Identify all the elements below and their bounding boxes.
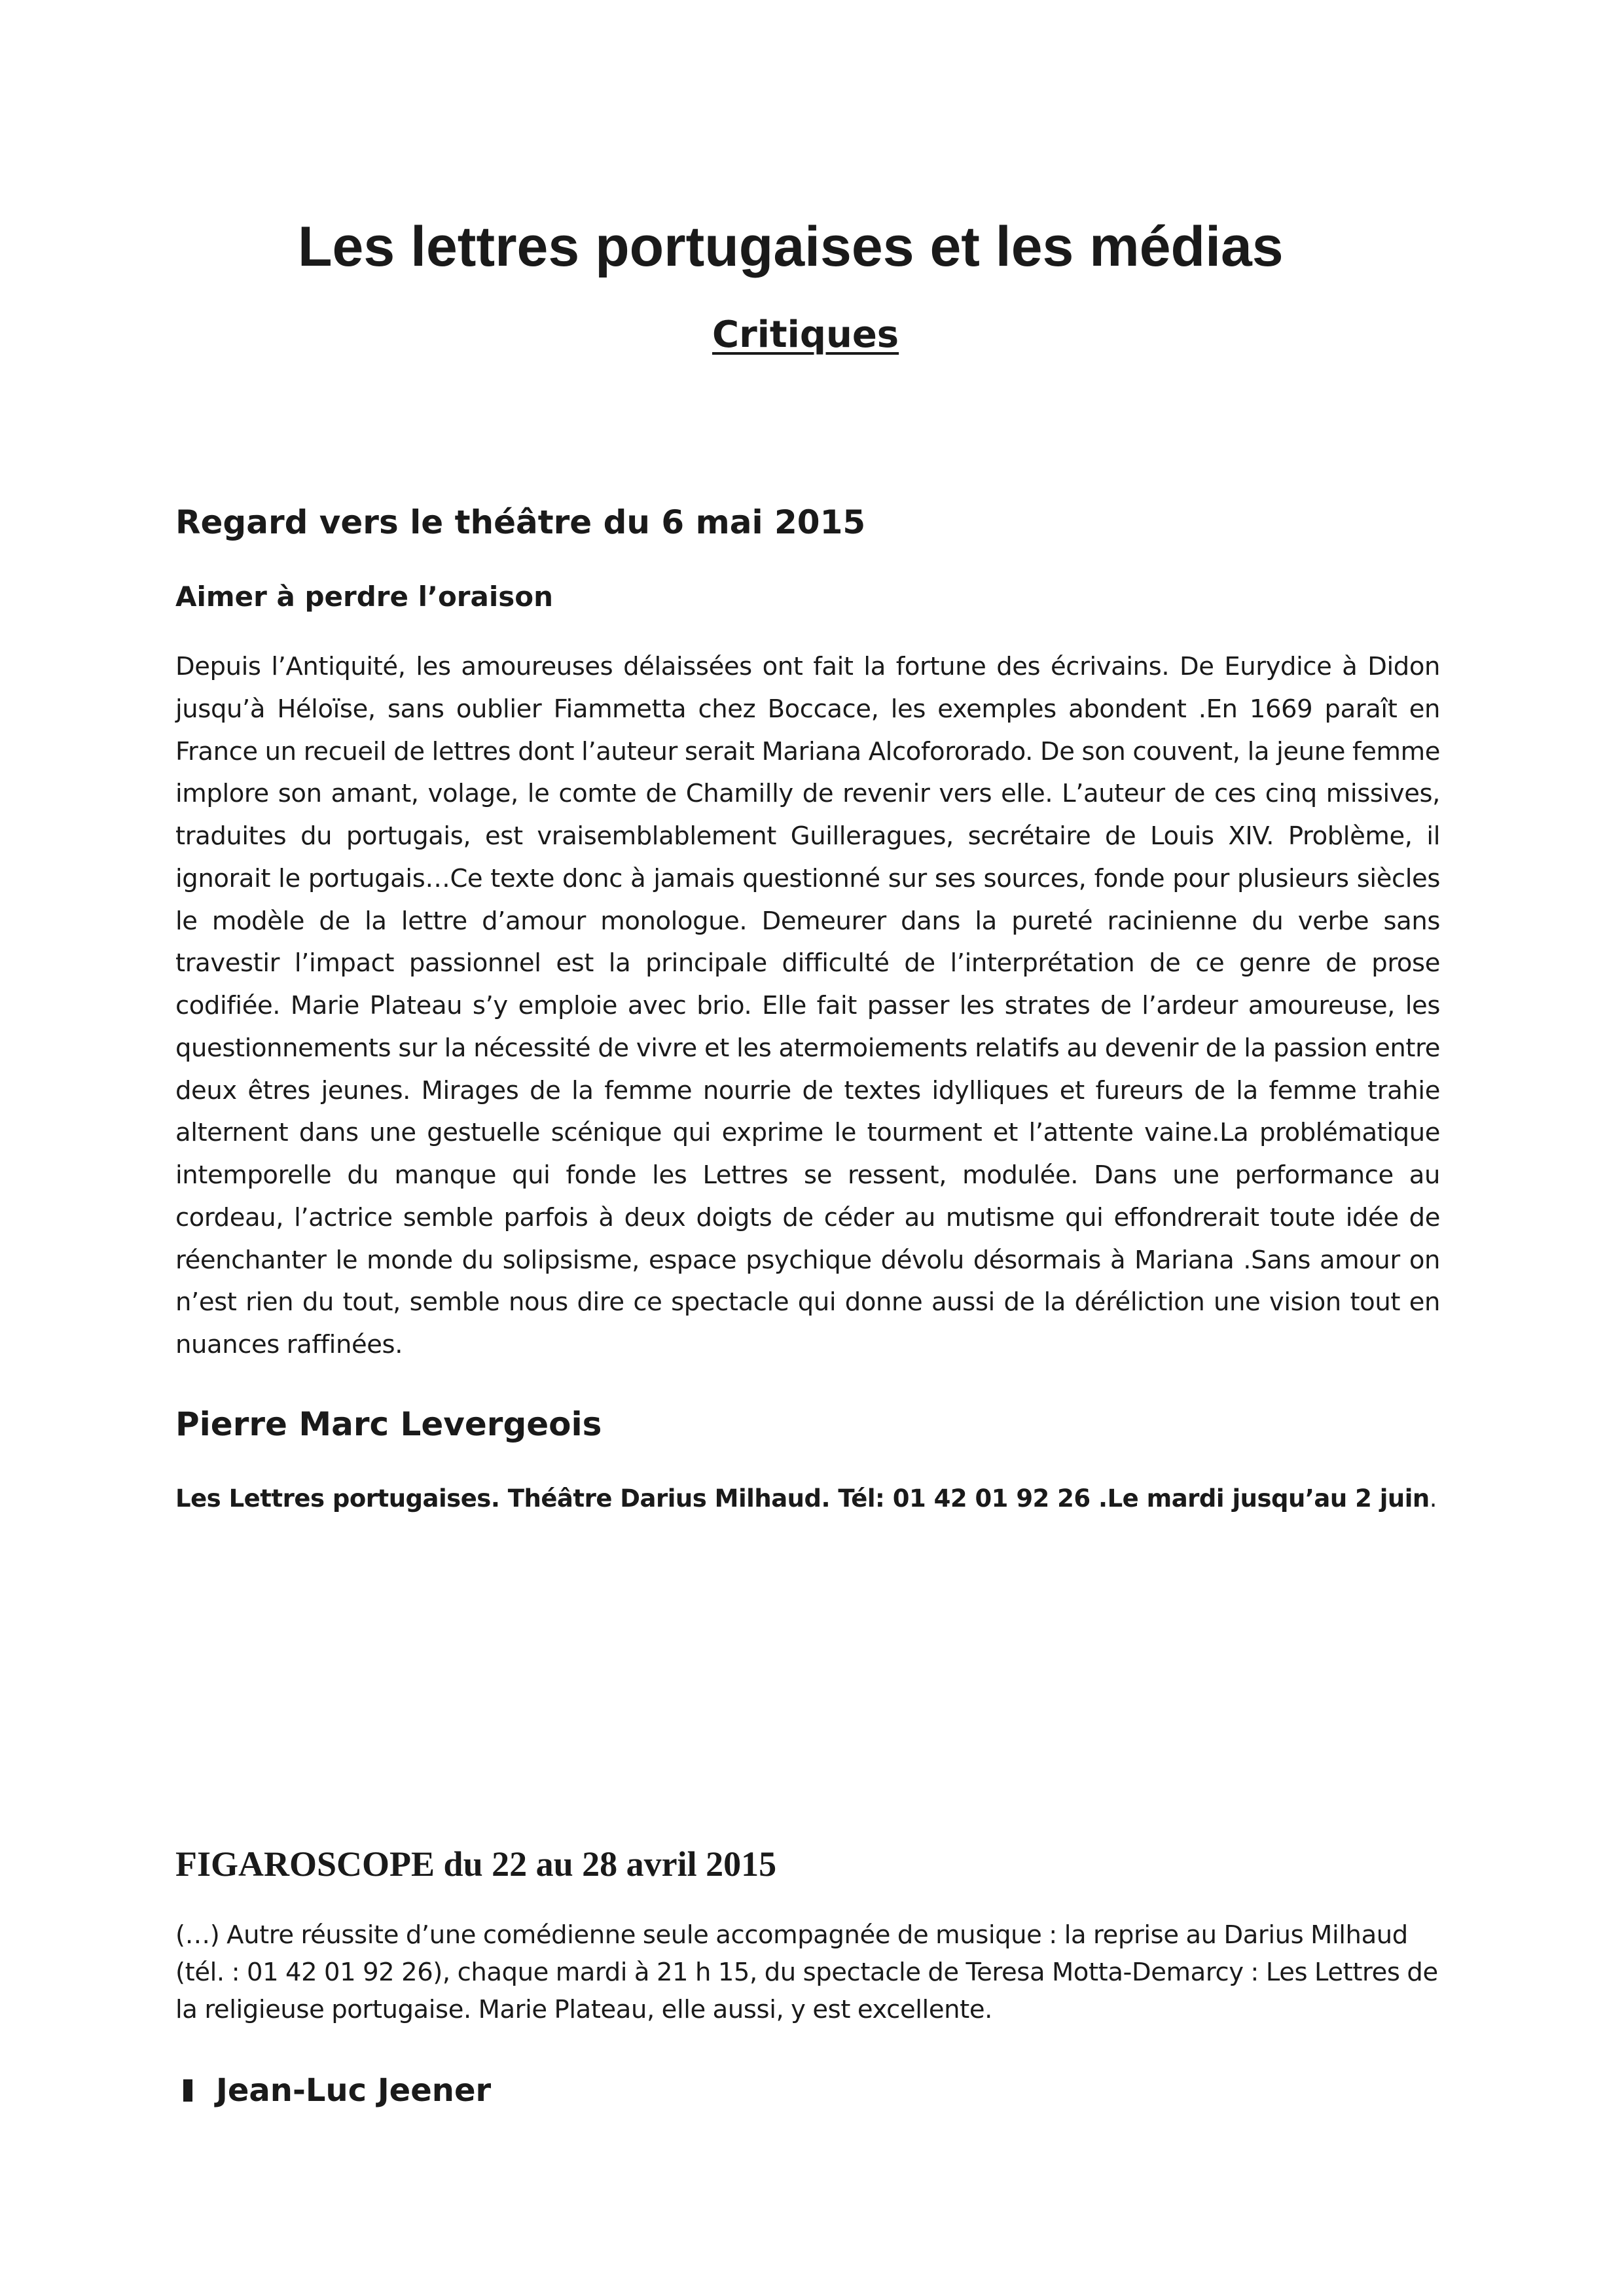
- show-info: [175, 1478, 1437, 1520]
- article-author: Jean-Luc Jeener: [216, 2072, 492, 2109]
- article-author-line: [183, 2067, 491, 2114]
- document-subtitle: Critiques: [712, 314, 899, 356]
- document-title: Les lettres portugaises et les médias: [298, 215, 1284, 278]
- article-heading: FIGAROSCOPE du 22 au 28 avril 2015: [175, 1844, 777, 1884]
- show-info-end: .: [1429, 1484, 1437, 1513]
- article-body: Depuis l’Antiquité, les amoureuses délaissées ont fait la fortune des écrivains. De Eurydice à Didon jusqu’à Héloïse, sans oublier Fiammetta chez Boccace, les exemples abondent .En 1669 paraît en France un recueil de lettres dont l’auteur serait Mariana Alcofororado. De son couvent, la jeune femme implore son amant, volage, le comte de Chamilly de revenir vers elle. L’auteur de ces cinq missives, traduites du portugais, est vraisemblablement Guilleragues, secrétaire de Louis XIV. Problème, il ignorait le portugais…Ce texte donc à jamais questionné sur ses sources, fonde pour plusieurs siècles le modèle de la lettre d’amour monologue. Demeurer dans la pureté racinienne du verbe sans travestir l’impact passionnel est la principale difficulté de l’interprétation de ce genre de prose codifiée. Marie Plateau s’y emploie avec brio. Elle fait passer les strates de l’ardeur amoureuse, les questionnements sur la nécessité de vivre et les atermoiements relatifs au devenir de la passion entre deux êtres jeunes. Mirages de la femme nourrie de textes idylliques et fureurs de la femme trahie alternent dans une gestuelle scénique qui exprime le tourment et l’attente vaine.La problématique intemporelle du manque qui fonde les Lettres se ressent, modulée. Dans une performance au cordeau, l’actrice semble parfois à deux doigts de céder au mutisme qui effondrerait toute idée de réenchanter le monde du solipsisme, espace psychique dévolu désormais à Mariana .Sans amour on n’est rien du tout, semble nous dire ce spectacle qui donne aussi de la déréliction une vision tout en nuances raffinées.: [175, 652, 1440, 1359]
- article-body: (…) Autre réussite d’une comédienne seule accompagnée de musique : la reprise au Darius Milhaud (tél. : 01 42 01 92 26), chaque mardi à 21 h 15, du spectacle de Teresa Motta-Demarcy : Les Lettres de la religieuse portugaise. Marie Plateau, elle aussi, y est excellente.: [175, 1920, 1438, 2024]
- article-heading: Regard vers le théâtre du 6 mai 2015: [175, 503, 866, 541]
- bullet-icon: [183, 2079, 192, 2102]
- show-info-text: Les Lettres portugaises. Théâtre Darius Milhaud. Tél: 01 42 01 92 26 .Le mardi jusqu’au 2 juin: [175, 1484, 1430, 1513]
- article-author: Pierre Marc Levergeois: [175, 1405, 602, 1443]
- article-subheading: Aimer à perdre l’oraison: [175, 581, 554, 613]
